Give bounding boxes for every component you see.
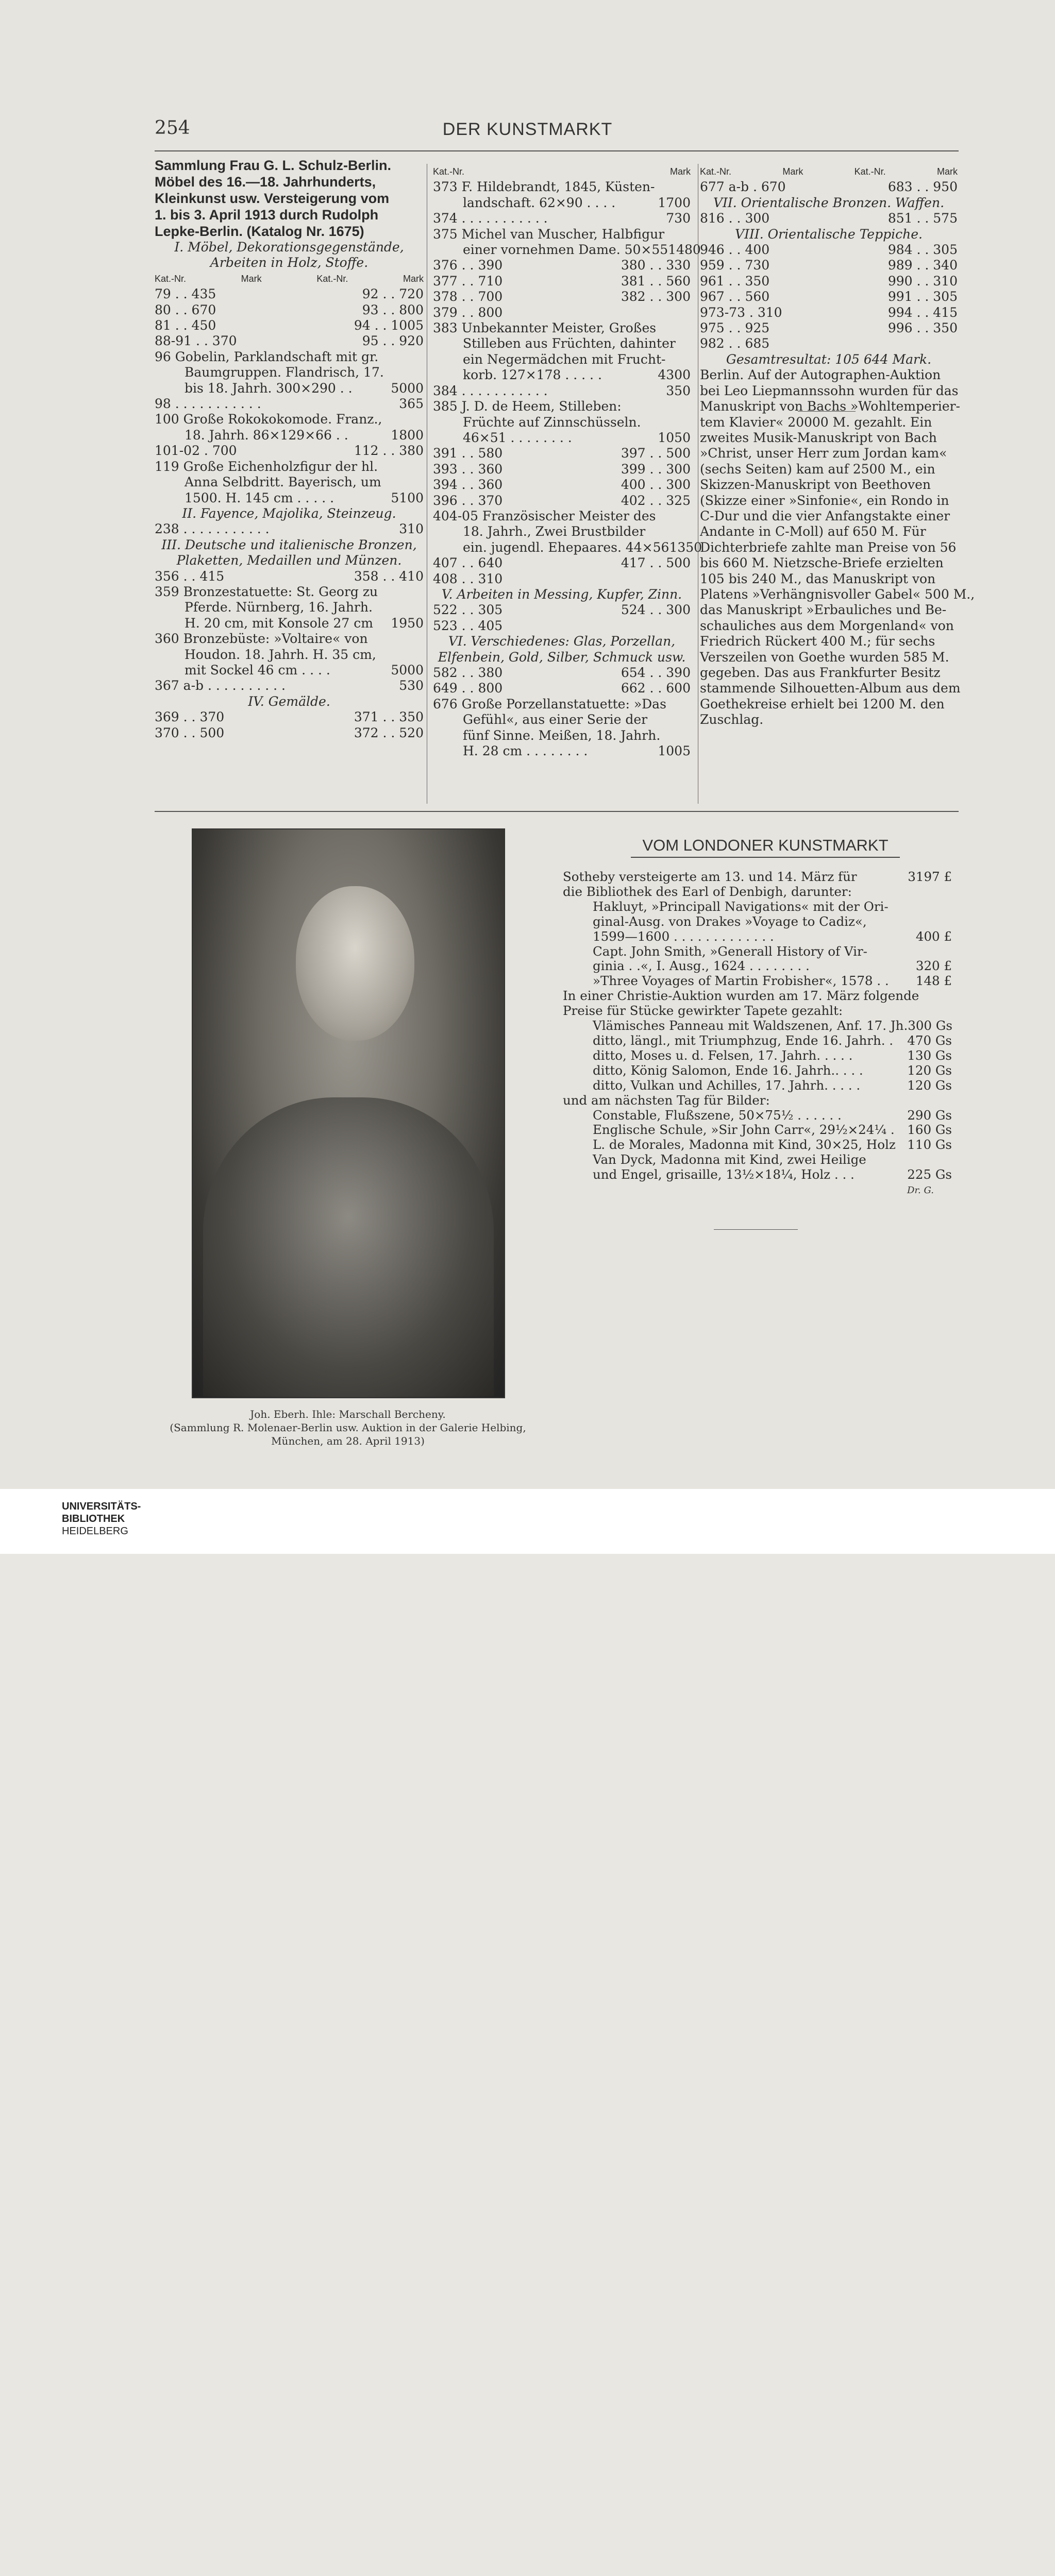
text-line: Skizzen-Manuskript von Beethoven bbox=[700, 477, 931, 493]
text-line: Preise für Stücke gewirkter Tapete gezahlt: bbox=[563, 1003, 843, 1019]
mid-rule bbox=[155, 811, 959, 812]
text-line bbox=[433, 681, 691, 696]
text-cell: 396 . . 370 bbox=[433, 493, 503, 508]
text-cell: 94 . . 1005 bbox=[354, 318, 424, 333]
text-line: das Manuskript »Erbauliches und Be- bbox=[700, 602, 947, 618]
caption-line: München, am 28. April 1913) bbox=[271, 1435, 425, 1447]
author-signature: Dr. G. bbox=[907, 1185, 934, 1196]
text-cell: 523 . . 405 bbox=[433, 618, 503, 633]
text-cell: 92 . . 720 bbox=[362, 286, 424, 302]
text-line bbox=[563, 1048, 952, 1063]
text-cell: Mark bbox=[670, 166, 691, 177]
text-line: IV. Gemälde. bbox=[248, 693, 330, 709]
text-cell: 654 . . 390 bbox=[621, 665, 691, 680]
text-cell: Englische Schule, »Sir John Carr«, 29½×24¼ . bbox=[593, 1122, 895, 1138]
text-cell: 959 . . 730 bbox=[700, 258, 770, 273]
text-line: Van Dyck, Madonna mit Kind, zwei Heilige bbox=[593, 1152, 866, 1167]
london-section-title: VOM LONDONER KUNSTMARKT bbox=[631, 836, 900, 858]
library-footer bbox=[0, 1489, 1055, 1554]
text-cell: 5000 bbox=[391, 662, 424, 677]
text-line bbox=[700, 258, 958, 273]
text-line bbox=[563, 1138, 952, 1153]
text-line: Hakluyt, »Principall Navigations« mit der Ori- bbox=[593, 899, 889, 914]
text-line: VIII. Orientalische Teppiche. bbox=[735, 226, 923, 242]
text-line bbox=[155, 302, 424, 318]
header-rule bbox=[155, 150, 959, 151]
text-line bbox=[433, 618, 691, 634]
text-line bbox=[155, 428, 424, 443]
text-cell: 46×51 . . . . . . . . bbox=[463, 430, 572, 445]
text-line bbox=[563, 1063, 952, 1078]
text-line: bis 660 M. Nietzsche-Briefe erzielten bbox=[700, 555, 944, 571]
text-line: Friedrich Rückert 400 M.; für sechs bbox=[700, 634, 935, 649]
text-line bbox=[433, 383, 691, 399]
text-line bbox=[155, 678, 424, 693]
text-cell: 110 Gs bbox=[907, 1137, 952, 1153]
text-line bbox=[155, 663, 424, 678]
text-cell: 95 . . 920 bbox=[362, 333, 424, 349]
text-cell: 238 . . . . . . . . . . . bbox=[155, 521, 270, 537]
text-cell: 397 . . 500 bbox=[621, 446, 691, 461]
text-cell: 407 . . 640 bbox=[433, 555, 503, 571]
text-cell: 93 . . 800 bbox=[362, 302, 424, 317]
section-rule bbox=[798, 411, 856, 412]
column-3 bbox=[700, 164, 975, 728]
text-cell: 1500. H. 145 cm . . . . . bbox=[185, 490, 334, 505]
text-line: fünf Sinne. Meißen, 18. Jahrh. bbox=[463, 727, 661, 743]
text-cell: Mark bbox=[241, 273, 262, 284]
text-line bbox=[563, 959, 952, 974]
text-cell: 376 . . 390 bbox=[433, 258, 503, 273]
text-cell: 1700 bbox=[658, 195, 691, 210]
text-cell: 524 . . 300 bbox=[621, 602, 691, 618]
text-line bbox=[433, 289, 691, 304]
text-line bbox=[433, 164, 691, 179]
text-line: Dichterbriefe zahlte man Preise von 56 bbox=[700, 539, 957, 555]
text-cell: 1350 bbox=[669, 539, 702, 555]
text-cell: 522 . . 305 bbox=[433, 602, 503, 618]
text-cell: 382 . . 300 bbox=[621, 289, 691, 304]
text-line bbox=[700, 242, 958, 258]
text-line bbox=[433, 539, 702, 555]
text-cell: 370 . . 500 bbox=[155, 725, 225, 740]
text-cell: 683 . . 950 bbox=[887, 179, 958, 195]
text-cell: 990 . . 310 bbox=[887, 273, 958, 289]
text-cell: 967 . . 560 bbox=[700, 289, 770, 304]
text-cell: 984 . . 305 bbox=[887, 242, 958, 258]
text-line bbox=[700, 179, 958, 195]
text-line: 373 F. Hildebrandt, 1845, Küsten- bbox=[433, 179, 655, 195]
text-cell: 994 . . 415 bbox=[887, 304, 958, 320]
text-line: Sammlung Frau G. L. Schulz-Berlin. bbox=[155, 158, 392, 173]
text-cell: 380 . . 330 bbox=[621, 258, 691, 273]
text-cell: 350 bbox=[666, 383, 691, 398]
text-line bbox=[433, 446, 691, 461]
column-1 bbox=[155, 157, 424, 741]
text-cell: 3197 £ bbox=[908, 869, 952, 884]
portrait-illustration bbox=[192, 828, 505, 1398]
text-line bbox=[433, 477, 691, 493]
text-line bbox=[563, 1108, 952, 1123]
text-line bbox=[563, 1019, 952, 1033]
text-line: VI. Verschiedenes: Glas, Porzellan, bbox=[448, 634, 676, 649]
text-line bbox=[433, 602, 691, 618]
text-line bbox=[563, 1078, 952, 1093]
text-cell: 961 . . 350 bbox=[700, 273, 770, 289]
text-cell: 365 bbox=[399, 396, 424, 412]
text-cell: »Three Voyages of Martin Frobisher«, 1578 . . bbox=[593, 973, 889, 989]
text-cell: 372 . . 520 bbox=[354, 725, 424, 740]
text-cell: 530 bbox=[399, 678, 424, 693]
library-name-line: BIBLIOTHEK bbox=[62, 1513, 125, 1524]
text-cell: 391 . . 580 bbox=[433, 446, 503, 461]
text-line: Früchte auf Zinnschüsseln. bbox=[463, 414, 641, 430]
text-line: Berlin. Auf der Autographen-Auktion bbox=[700, 367, 941, 383]
text-cell: 371 . . 350 bbox=[354, 709, 424, 725]
text-cell: mit Sockel 46 cm . . . . bbox=[185, 662, 330, 677]
text-cell: 98 . . . . . . . . . . . bbox=[155, 396, 261, 412]
text-line: tem Klavier« 20000 M. gezahlt. Ein bbox=[700, 414, 932, 430]
text-line: Gefühl«, aus einer Serie der bbox=[463, 712, 648, 727]
text-cell: 5000 bbox=[391, 380, 424, 396]
text-cell: 225 Gs bbox=[907, 1167, 952, 1182]
text-cell: L. de Morales, Madonna mit Kind, 30×25, Holz bbox=[593, 1137, 896, 1153]
portrait-coat bbox=[203, 1097, 494, 1396]
text-line: »Christ, unser Herr zum Jordan kam« bbox=[700, 446, 947, 461]
text-line: 404-05 Französischer Meister des bbox=[433, 508, 656, 523]
text-cell: 5100 bbox=[391, 490, 424, 505]
text-line: 359 Bronzestatuette: St. Georg zu bbox=[155, 584, 378, 599]
text-line bbox=[155, 333, 424, 349]
text-line: Platens »Verhängnisvoller Gabel« 500 M., bbox=[700, 586, 975, 602]
text-line: 18. Jahrh., Zwei Brustbilder bbox=[463, 524, 646, 539]
library-name-line: HEIDELBERG bbox=[62, 1526, 128, 1537]
text-cell: 80 . . 670 bbox=[155, 302, 216, 317]
text-cell: 973-73 . 310 bbox=[700, 304, 782, 320]
text-cell: bis 18. Jahrh. 300×290 . . bbox=[185, 380, 353, 396]
text-line: Kleinkunst usw. Versteigerung vom bbox=[155, 191, 390, 206]
text-cell: 1950 bbox=[391, 615, 424, 631]
caption-line: (Sammlung R. Molenaer-Berlin usw. Auktion in der Galerie Helbing, bbox=[170, 1421, 526, 1434]
text-cell: H. 20 cm, mit Konsole 27 cm bbox=[185, 615, 373, 631]
text-line bbox=[563, 1033, 952, 1048]
caption-line: Joh. Eberh. Ihle: Marschall Bercheny. bbox=[250, 1408, 446, 1420]
text-cell: 320 £ bbox=[915, 958, 952, 974]
text-line bbox=[433, 430, 691, 446]
text-line: ein Negermädchen mit Frucht- bbox=[463, 351, 666, 367]
text-cell: 378 . . 700 bbox=[433, 289, 503, 304]
text-line: Verszeilen von Goethe wurden 585 M. bbox=[700, 649, 949, 665]
text-cell: Vlämisches Panneau mit Waldszenen, Anf. 17. Jh. bbox=[593, 1018, 908, 1033]
text-cell: 310 bbox=[399, 521, 424, 537]
text-line: V. Arbeiten in Messing, Kupfer, Zinn. bbox=[441, 586, 682, 602]
text-line bbox=[155, 286, 424, 302]
text-line: 360 Bronzebüste: »Voltaire« von bbox=[155, 631, 368, 647]
text-cell: 408 . . 310 bbox=[433, 571, 503, 586]
text-line bbox=[433, 665, 691, 681]
text-line: Lepke-Berlin. (Katalog Nr. 1675) bbox=[155, 224, 364, 239]
text-line bbox=[155, 396, 424, 412]
text-cell: 582 . . 380 bbox=[433, 665, 503, 680]
text-cell: Kat.-Nr. bbox=[316, 273, 348, 284]
text-cell: 816 . . 300 bbox=[700, 211, 770, 226]
text-cell: Kat.-Nr. bbox=[433, 166, 465, 177]
text-cell: 662 . . 600 bbox=[621, 681, 691, 696]
text-line: Arbeiten in Holz, Stoffe. bbox=[210, 255, 369, 270]
column-2 bbox=[433, 164, 702, 759]
text-line bbox=[433, 743, 691, 759]
text-cell: 402 . . 325 bbox=[621, 493, 691, 508]
text-line: die Bibliothek des Earl of Denbigh, darunter: bbox=[563, 884, 852, 899]
text-line bbox=[155, 709, 424, 725]
text-cell: Constable, Flußszene, 50×75½ . . . . . . bbox=[593, 1107, 842, 1123]
text-cell: und Engel, grisaille, 13½×18¼, Holz . . . bbox=[593, 1167, 855, 1182]
text-line bbox=[155, 616, 424, 631]
text-line: und am nächsten Tag für Bilder: bbox=[563, 1092, 770, 1108]
text-cell: 120 Gs bbox=[907, 1062, 952, 1078]
text-cell: 975 . . 925 bbox=[700, 320, 770, 336]
text-line bbox=[155, 271, 424, 286]
text-line: ginal-Ausg. von Drakes »Voyage to Cadiz«, bbox=[593, 913, 867, 929]
text-line bbox=[433, 462, 691, 477]
text-cell: 374 . . . . . . . . . . . bbox=[433, 211, 548, 226]
text-line: Baumgruppen. Flandrisch, 17. bbox=[185, 365, 384, 380]
text-line: C-Dur und die vier Anfangstakte einer bbox=[700, 508, 950, 523]
text-line: Pferde. Nürnberg, 16. Jahrh. bbox=[185, 600, 373, 615]
text-line bbox=[700, 274, 958, 289]
text-line bbox=[155, 490, 424, 506]
text-cell: H. 28 cm . . . . . . . . bbox=[463, 743, 588, 759]
text-line: Manuskript von Bachs »Wohltemperier- bbox=[700, 399, 960, 414]
text-line bbox=[700, 336, 958, 351]
text-cell: 148 £ bbox=[915, 973, 952, 989]
text-line: Goethekreise erhielt bei 1200 M. den bbox=[700, 696, 945, 711]
text-line: Houdon. 18. Jahrh. H. 35 cm, bbox=[185, 647, 376, 662]
text-line bbox=[433, 274, 691, 289]
illustration-caption bbox=[155, 1408, 541, 1448]
text-cell: 358 . . 410 bbox=[354, 568, 424, 584]
end-rule bbox=[714, 1229, 798, 1230]
text-line bbox=[155, 521, 424, 537]
text-cell: 381 . . 560 bbox=[621, 273, 691, 289]
text-cell: 946 . . 400 bbox=[700, 242, 770, 258]
text-line bbox=[563, 1123, 952, 1138]
text-cell: 851 . . 575 bbox=[887, 211, 958, 226]
text-line: Elfenbein, Gold, Silber, Schmuck usw. bbox=[438, 649, 686, 665]
text-line: I. Möbel, Dekorationsgegenstände, bbox=[174, 240, 404, 255]
text-line: Zuschlag. bbox=[700, 712, 764, 727]
london-article bbox=[563, 870, 952, 1182]
text-cell: 4300 bbox=[658, 367, 691, 383]
library-name bbox=[62, 1500, 141, 1537]
text-line bbox=[700, 305, 958, 320]
text-line: II. Fayence, Majolika, Steinzeug. bbox=[182, 505, 396, 521]
text-cell: 290 Gs bbox=[907, 1107, 952, 1123]
text-line: 100 Große Rokokokomode. Franz., bbox=[155, 412, 382, 427]
text-line: 1. bis 3. April 1913 durch Rudolph bbox=[155, 207, 379, 223]
text-cell: 996 . . 350 bbox=[887, 320, 958, 336]
text-line bbox=[700, 320, 958, 336]
text-cell: ein. jugendl. Ehepaares. 44×56 bbox=[463, 539, 669, 555]
text-cell: 393 . . 360 bbox=[433, 461, 503, 477]
text-cell: 1599—1600 . . . . . . . . . . . . . bbox=[593, 928, 774, 944]
text-cell: 1800 bbox=[391, 427, 424, 443]
text-cell: 112 . . 380 bbox=[354, 443, 424, 459]
text-line bbox=[433, 305, 691, 320]
text-line: 119 Große Eichenholzfigur der hl. bbox=[155, 459, 378, 474]
text-cell: Kat.-Nr. bbox=[155, 273, 187, 284]
text-line bbox=[433, 211, 691, 226]
text-cell: Sotheby versteigerte am 13. und 14. März für bbox=[563, 869, 857, 884]
text-cell: Mark bbox=[403, 273, 424, 284]
text-cell: Mark bbox=[782, 166, 803, 177]
text-cell: 130 Gs bbox=[907, 1047, 952, 1063]
text-line bbox=[433, 493, 691, 509]
text-cell: 991 . . 305 bbox=[887, 289, 958, 304]
text-cell: 367 a-b . . . . . . . . . . bbox=[155, 678, 286, 693]
text-cell: 356 . . 415 bbox=[155, 568, 225, 584]
text-cell: 120 Gs bbox=[907, 1077, 952, 1093]
text-cell: 470 Gs bbox=[907, 1032, 952, 1048]
text-cell: Kat.-Nr. bbox=[700, 166, 732, 177]
text-line bbox=[433, 258, 691, 273]
text-line: (sechs Seiten) kam auf 2500 M., ein bbox=[700, 461, 935, 477]
text-line bbox=[155, 381, 424, 396]
text-line: Andante in C-Moll) auf 650 M. Für bbox=[700, 524, 926, 539]
text-line bbox=[155, 725, 424, 741]
text-line: In einer Christie-Auktion wurden am 17. März folgende bbox=[563, 988, 919, 1004]
text-line bbox=[433, 571, 691, 587]
text-line bbox=[700, 164, 958, 179]
text-cell: 101-02 . 700 bbox=[155, 443, 237, 459]
text-line bbox=[563, 1167, 952, 1182]
text-line: 375 Michel van Muscher, Halbfigur bbox=[433, 226, 665, 242]
text-cell: Kat.-Nr. bbox=[854, 166, 886, 177]
text-line: 385 J. D. de Heem, Stilleben: bbox=[433, 399, 622, 414]
text-cell: 377 . . 710 bbox=[433, 273, 503, 289]
text-cell: 649 . . 800 bbox=[433, 681, 503, 696]
text-cell: 1480 bbox=[668, 242, 701, 258]
text-cell: 417 . . 500 bbox=[621, 555, 691, 571]
running-head: DER KUNSTMARKT bbox=[442, 120, 613, 139]
text-line: Stilleben aus Früchten, dahinter bbox=[463, 336, 676, 351]
text-line: 96 Gobelin, Parklandschaft mit gr. bbox=[155, 349, 379, 364]
text-line: Gesamtresultat: 105 644 Mark. bbox=[726, 351, 932, 367]
text-line: stammende Silhouetten-Album aus dem bbox=[700, 681, 961, 696]
text-line: Möbel des 16.—18. Jahrhunderts, bbox=[155, 174, 376, 190]
text-line bbox=[563, 929, 952, 944]
text-line: Plaketten, Medaillen und Münzen. bbox=[176, 553, 402, 568]
text-cell: 160 Gs bbox=[907, 1122, 952, 1138]
text-line: Anna Selbdritt. Bayerisch, um bbox=[185, 474, 381, 490]
text-cell: 384 . . . . . . . . . . . bbox=[433, 383, 548, 398]
page-number: 254 bbox=[155, 117, 190, 139]
text-cell: 81 . . 450 bbox=[155, 318, 216, 333]
library-name-line: UNIVERSITÄTS- bbox=[62, 1501, 141, 1512]
text-line: III. Deutsche und italienische Bronzen, bbox=[161, 537, 417, 552]
text-line bbox=[155, 318, 424, 333]
text-line: VII. Orientalische Bronzen. Waffen. bbox=[713, 195, 945, 210]
text-cell: 369 . . 370 bbox=[155, 709, 225, 725]
text-cell: 394 . . 360 bbox=[433, 477, 503, 493]
text-line bbox=[433, 242, 701, 258]
text-line: 105 bis 240 M., das Manuskript von bbox=[700, 571, 936, 586]
text-line bbox=[563, 974, 952, 989]
text-cell: Mark bbox=[936, 166, 958, 177]
text-cell: ditto, König Salomon, Ende 16. Jahrh.. . . . bbox=[593, 1062, 863, 1078]
text-cell: 989 . . 340 bbox=[887, 258, 958, 273]
portrait-face bbox=[296, 886, 414, 1041]
text-cell: 1005 bbox=[658, 743, 691, 759]
text-cell: ditto, Moses u. d. Felsen, 17. Jahrh. . . . . bbox=[593, 1047, 853, 1063]
text-cell: 1050 bbox=[658, 430, 691, 445]
text-cell: korb. 127×178 . . . . . bbox=[463, 367, 602, 383]
text-line: bei Leo Liepmannssohn wurden für das bbox=[700, 383, 959, 398]
text-line bbox=[155, 443, 424, 459]
text-line: Capt. John Smith, »Generall History of Vir- bbox=[593, 943, 867, 959]
text-line: 383 Unbekannter Meister, Großes bbox=[433, 320, 657, 336]
text-cell: 677 a-b . 670 bbox=[700, 179, 786, 195]
text-cell: 379 . . 800 bbox=[433, 304, 503, 320]
text-cell: ditto, längl., mit Triumphzug, Ende 16. Jahrh. . bbox=[593, 1032, 894, 1048]
text-line: zweites Musik-Manuskript von Bach bbox=[700, 430, 937, 445]
text-cell: 730 bbox=[666, 211, 691, 226]
text-line bbox=[433, 195, 691, 211]
text-cell: 399 . . 300 bbox=[621, 461, 691, 477]
text-cell: 400 £ bbox=[915, 928, 952, 944]
text-cell: 300 Gs bbox=[908, 1018, 952, 1033]
text-line bbox=[700, 289, 958, 304]
text-line bbox=[155, 569, 424, 584]
text-cell: ginia . .«, I. Ausg., 1624 . . . . . . . . bbox=[593, 958, 810, 974]
text-line bbox=[700, 211, 958, 226]
text-line bbox=[433, 367, 691, 383]
text-cell: einer vornehmen Dame. 50×55 bbox=[463, 242, 668, 258]
text-cell: ditto, Vulkan und Achilles, 17. Jahrh. . . . . bbox=[593, 1077, 861, 1093]
text-cell: 400 . . 300 bbox=[621, 477, 691, 493]
text-cell: landschaft. 62×90 . . . . bbox=[463, 195, 616, 210]
text-line: (Skizze einer »Sinfonie«, ein Rondo in bbox=[700, 493, 949, 508]
text-cell: 18. Jahrh. 86×129×66 . . bbox=[185, 427, 348, 443]
text-line bbox=[563, 870, 952, 885]
text-cell: 982 . . 685 bbox=[700, 336, 770, 351]
text-cell: 79 . . 435 bbox=[155, 286, 216, 302]
text-line: schauliches aus dem Morgenland« von bbox=[700, 618, 954, 633]
text-line: 676 Große Porzellanstatuette: »Das bbox=[433, 696, 666, 711]
text-line bbox=[433, 555, 691, 571]
text-cell: 88-91 . . 370 bbox=[155, 333, 237, 349]
text-line: gegeben. Das aus Frankfurter Besitz bbox=[700, 665, 941, 680]
